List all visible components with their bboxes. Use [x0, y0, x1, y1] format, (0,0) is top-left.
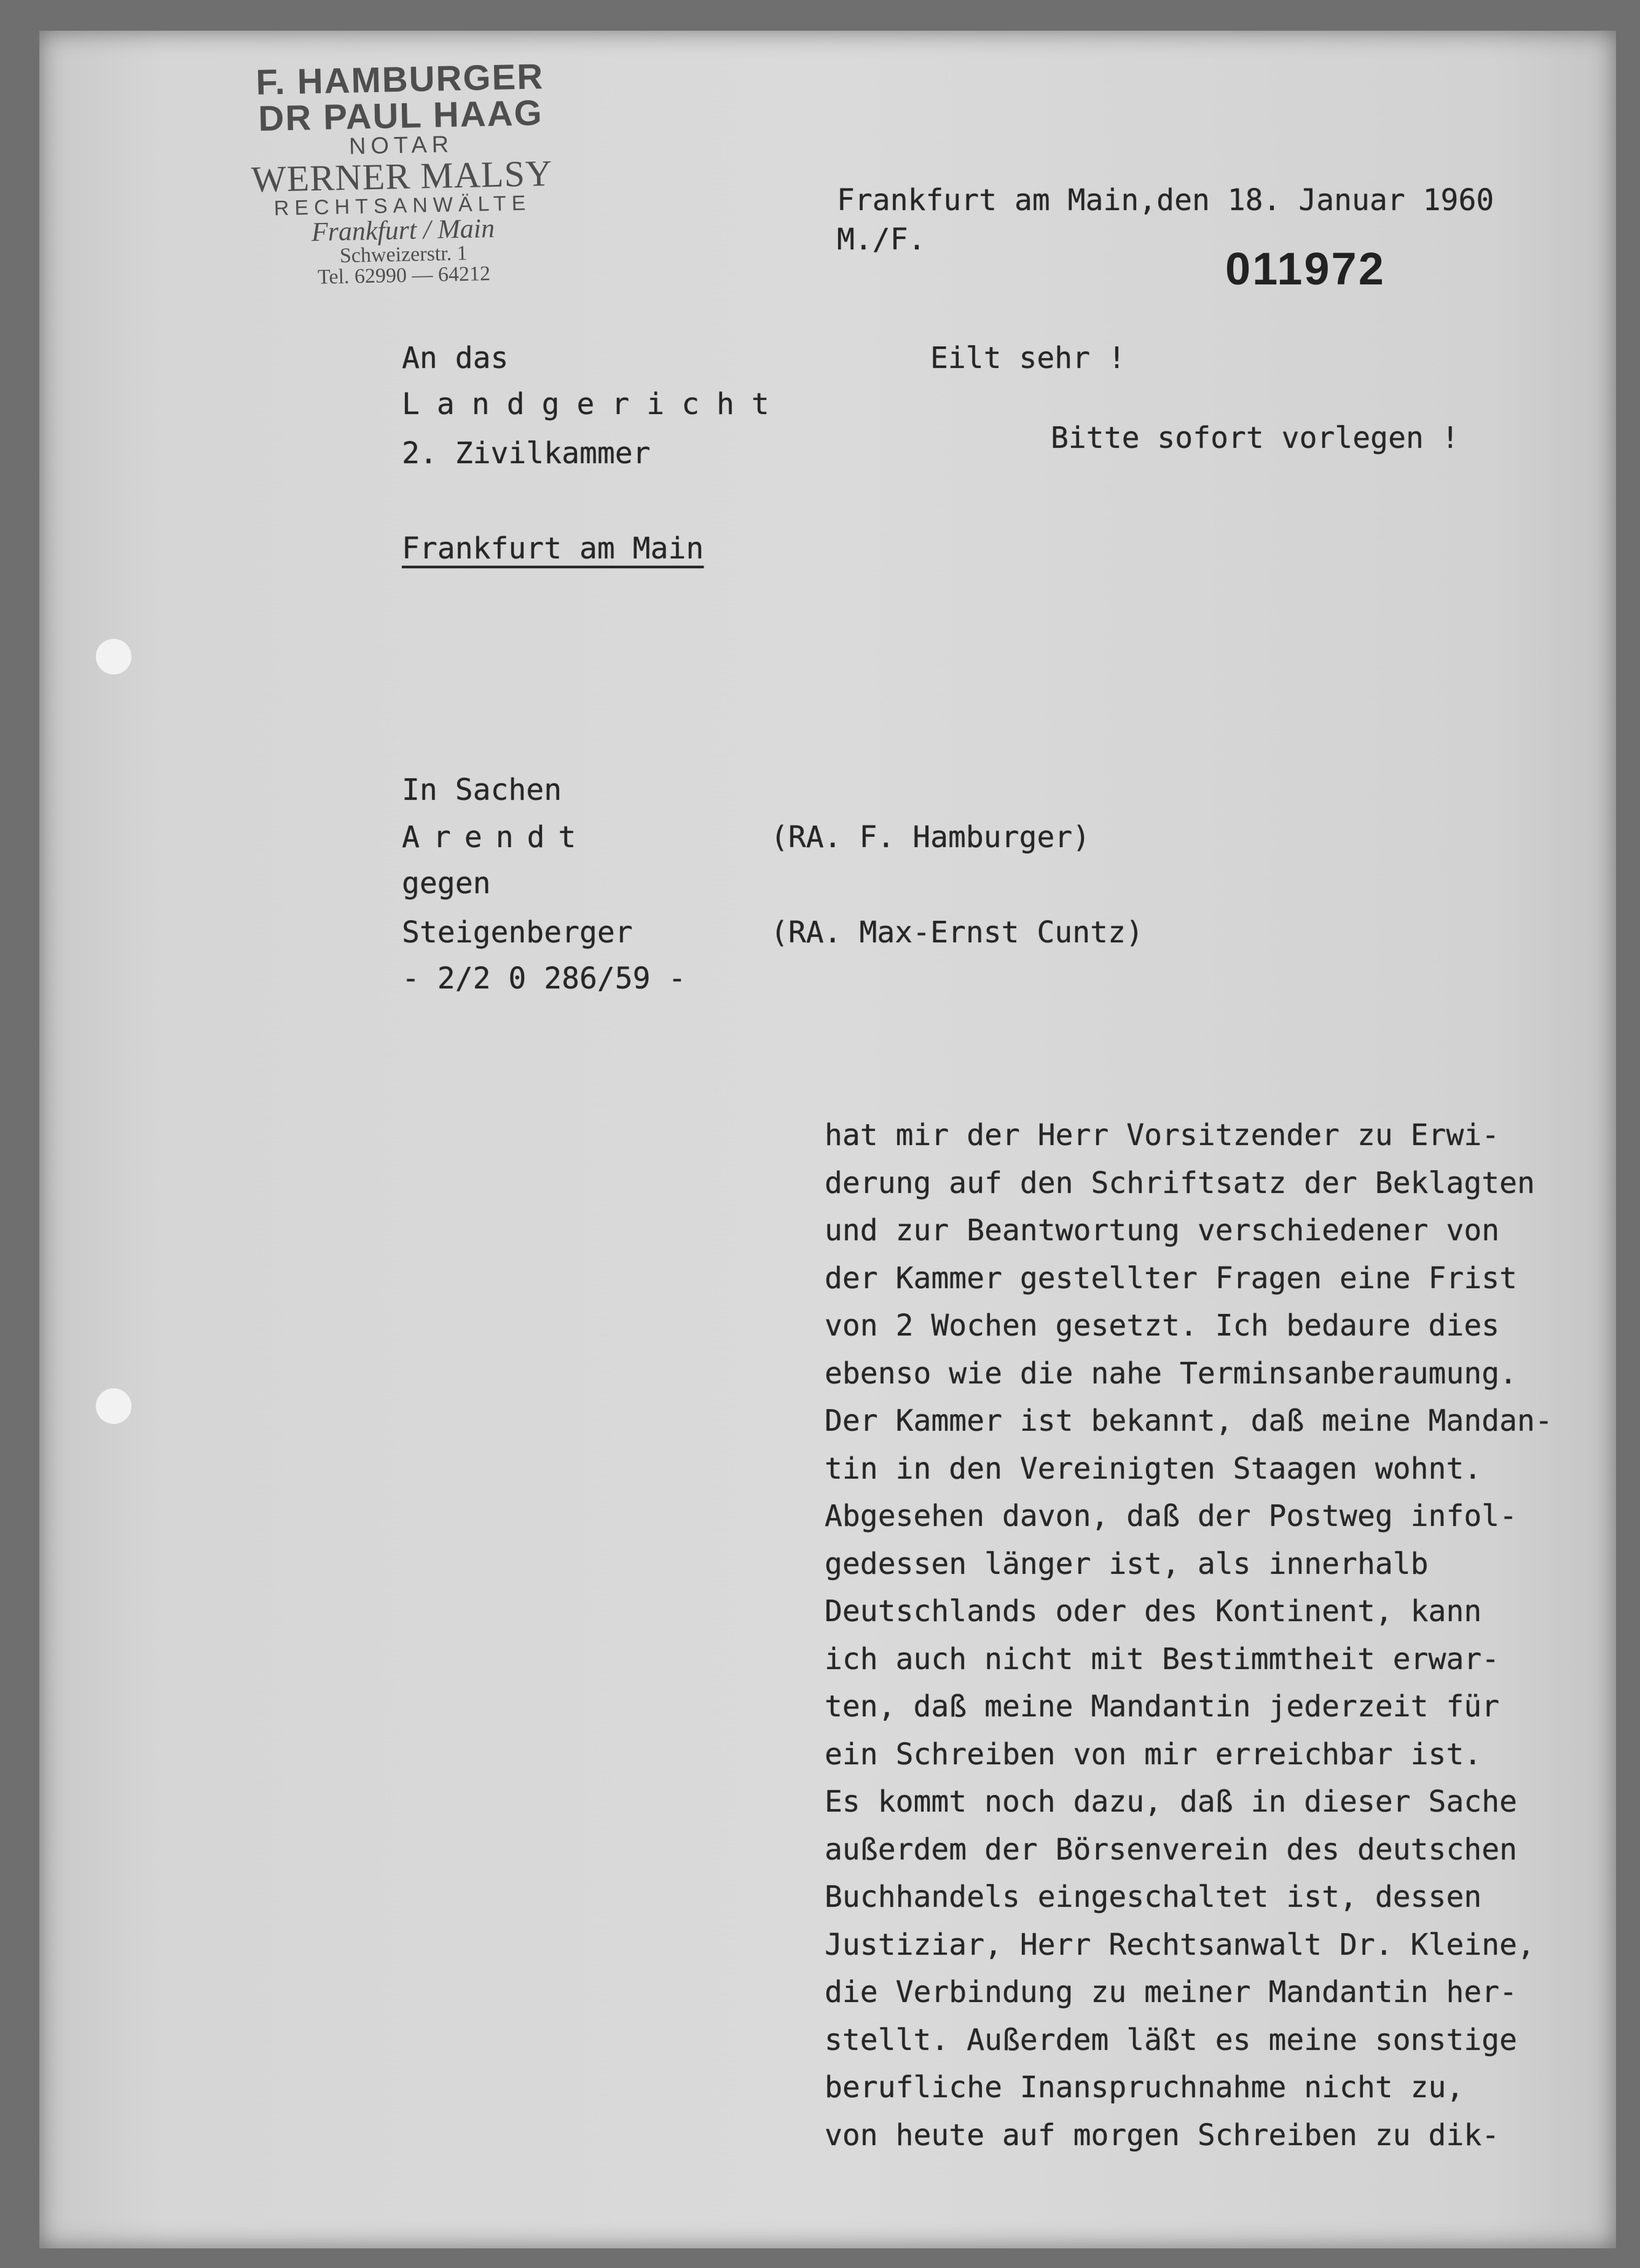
body-line: ich auch nicht mit Bestimmtheit erwar-: [825, 1641, 1500, 1676]
body-line: Der Kammer ist bekannt, daß meine Mandan-: [825, 1404, 1553, 1438]
stamp-name-hamburger: F. HAMBURGER: [255, 57, 544, 103]
body-line: die Verbindung zu meiner Mandantin her-: [825, 1975, 1518, 2009]
body-line: ten, daß meine Mandantin jederzeit für: [825, 1689, 1500, 1724]
body-line: Es kommt noch dazu, daß in dieser Sache: [825, 1785, 1518, 1819]
case-plaintiff-counsel: (RA. F. Hamburger): [771, 820, 1091, 854]
body-line: Justiziar, Herr Rechtsanwalt Dr. Kleine,: [825, 1927, 1535, 1962]
body-line: gedessen länger ist, als innerhalb: [825, 1546, 1429, 1581]
recipient-line-1: An das: [402, 341, 509, 375]
letterhead-stamp: [184, 57, 619, 292]
body-line: außerdem der Börsenverein des deutschen: [825, 1832, 1518, 1867]
present-note: Bitte sofort vorlegen !: [1051, 421, 1459, 455]
body-line: der Kammer gestellter Fragen eine Frist: [825, 1261, 1518, 1296]
case-intro: In Sachen: [402, 773, 562, 807]
body-line: von 2 Wochen gesetzt. Ich bedaure dies: [825, 1308, 1500, 1343]
stamp-notar: NOTAR: [348, 131, 454, 160]
punch-hole-bottom: [96, 1388, 131, 1424]
case-defendant-counsel: (RA. Max-Ernst Cuntz): [771, 915, 1144, 950]
reference-line: M./F.: [837, 222, 926, 257]
body-line: Buchhandels eingeschaltet ist, dessen: [825, 1880, 1482, 1914]
body-line: Abgesehen davon, daß der Postweg infol-: [825, 1499, 1518, 1533]
stamp-city: Frankfurt / Main: [311, 213, 495, 248]
body-line: derung auf den Schriftsatz der Beklagten: [825, 1165, 1535, 1200]
body-line: stellt. Außerdem läßt es meine sonstige: [825, 2022, 1518, 2057]
case-defendant: Steigenberger: [402, 915, 633, 950]
case-file-number: - 2/2 0 286/59 -: [402, 961, 686, 996]
body-line: ein Schreiben von mir erreichbar ist.: [825, 1737, 1482, 1772]
body-line: ebenso wie die nahe Terminsanberaumung.: [825, 1356, 1518, 1391]
case-versus: gegen: [402, 866, 491, 901]
document-number: 011972: [1225, 243, 1386, 294]
document-page: [39, 31, 1616, 2248]
stamp-street: Schweizerstr. 1: [339, 241, 468, 267]
case-plaintiff: Arendt: [402, 820, 590, 854]
stamp-name-malsy: WERNER MALSY: [251, 152, 553, 200]
stamp-rechtsanwaelte: RECHTSANWÄLTE: [273, 191, 532, 221]
body-line: berufliche Inanspruchnahme nicht zu,: [825, 2070, 1464, 2105]
stamp-telephone: Tel. 62990 — 64212: [317, 262, 491, 289]
body-line: Deutschlands oder des Kontinent, kann: [825, 1594, 1482, 1629]
body-line: hat mir der Herr Vorsitzender zu Erwi-: [825, 1118, 1500, 1152]
body-line: und zur Beantwortung verschiedener von: [825, 1213, 1500, 1248]
letter-body: [825, 1112, 1616, 2159]
recipient-city: Frankfurt am Main: [402, 531, 704, 566]
stamp-name-haag: DR PAUL HAAG: [257, 93, 544, 139]
punch-hole-top: [96, 639, 131, 675]
body-line: von heute auf morgen Schreiben zu dik-: [825, 2117, 1500, 2153]
recipient-court: Landgericht: [402, 387, 787, 421]
date-line: Frankfurt am Main,den 18. Januar 1960: [837, 183, 1494, 217]
urgent-note: Eilt sehr !: [930, 341, 1126, 375]
recipient-chamber: 2. Zivilkammer: [402, 436, 651, 471]
body-line: tin in den Vereinigten Staagen wohnt.: [825, 1451, 1482, 1486]
